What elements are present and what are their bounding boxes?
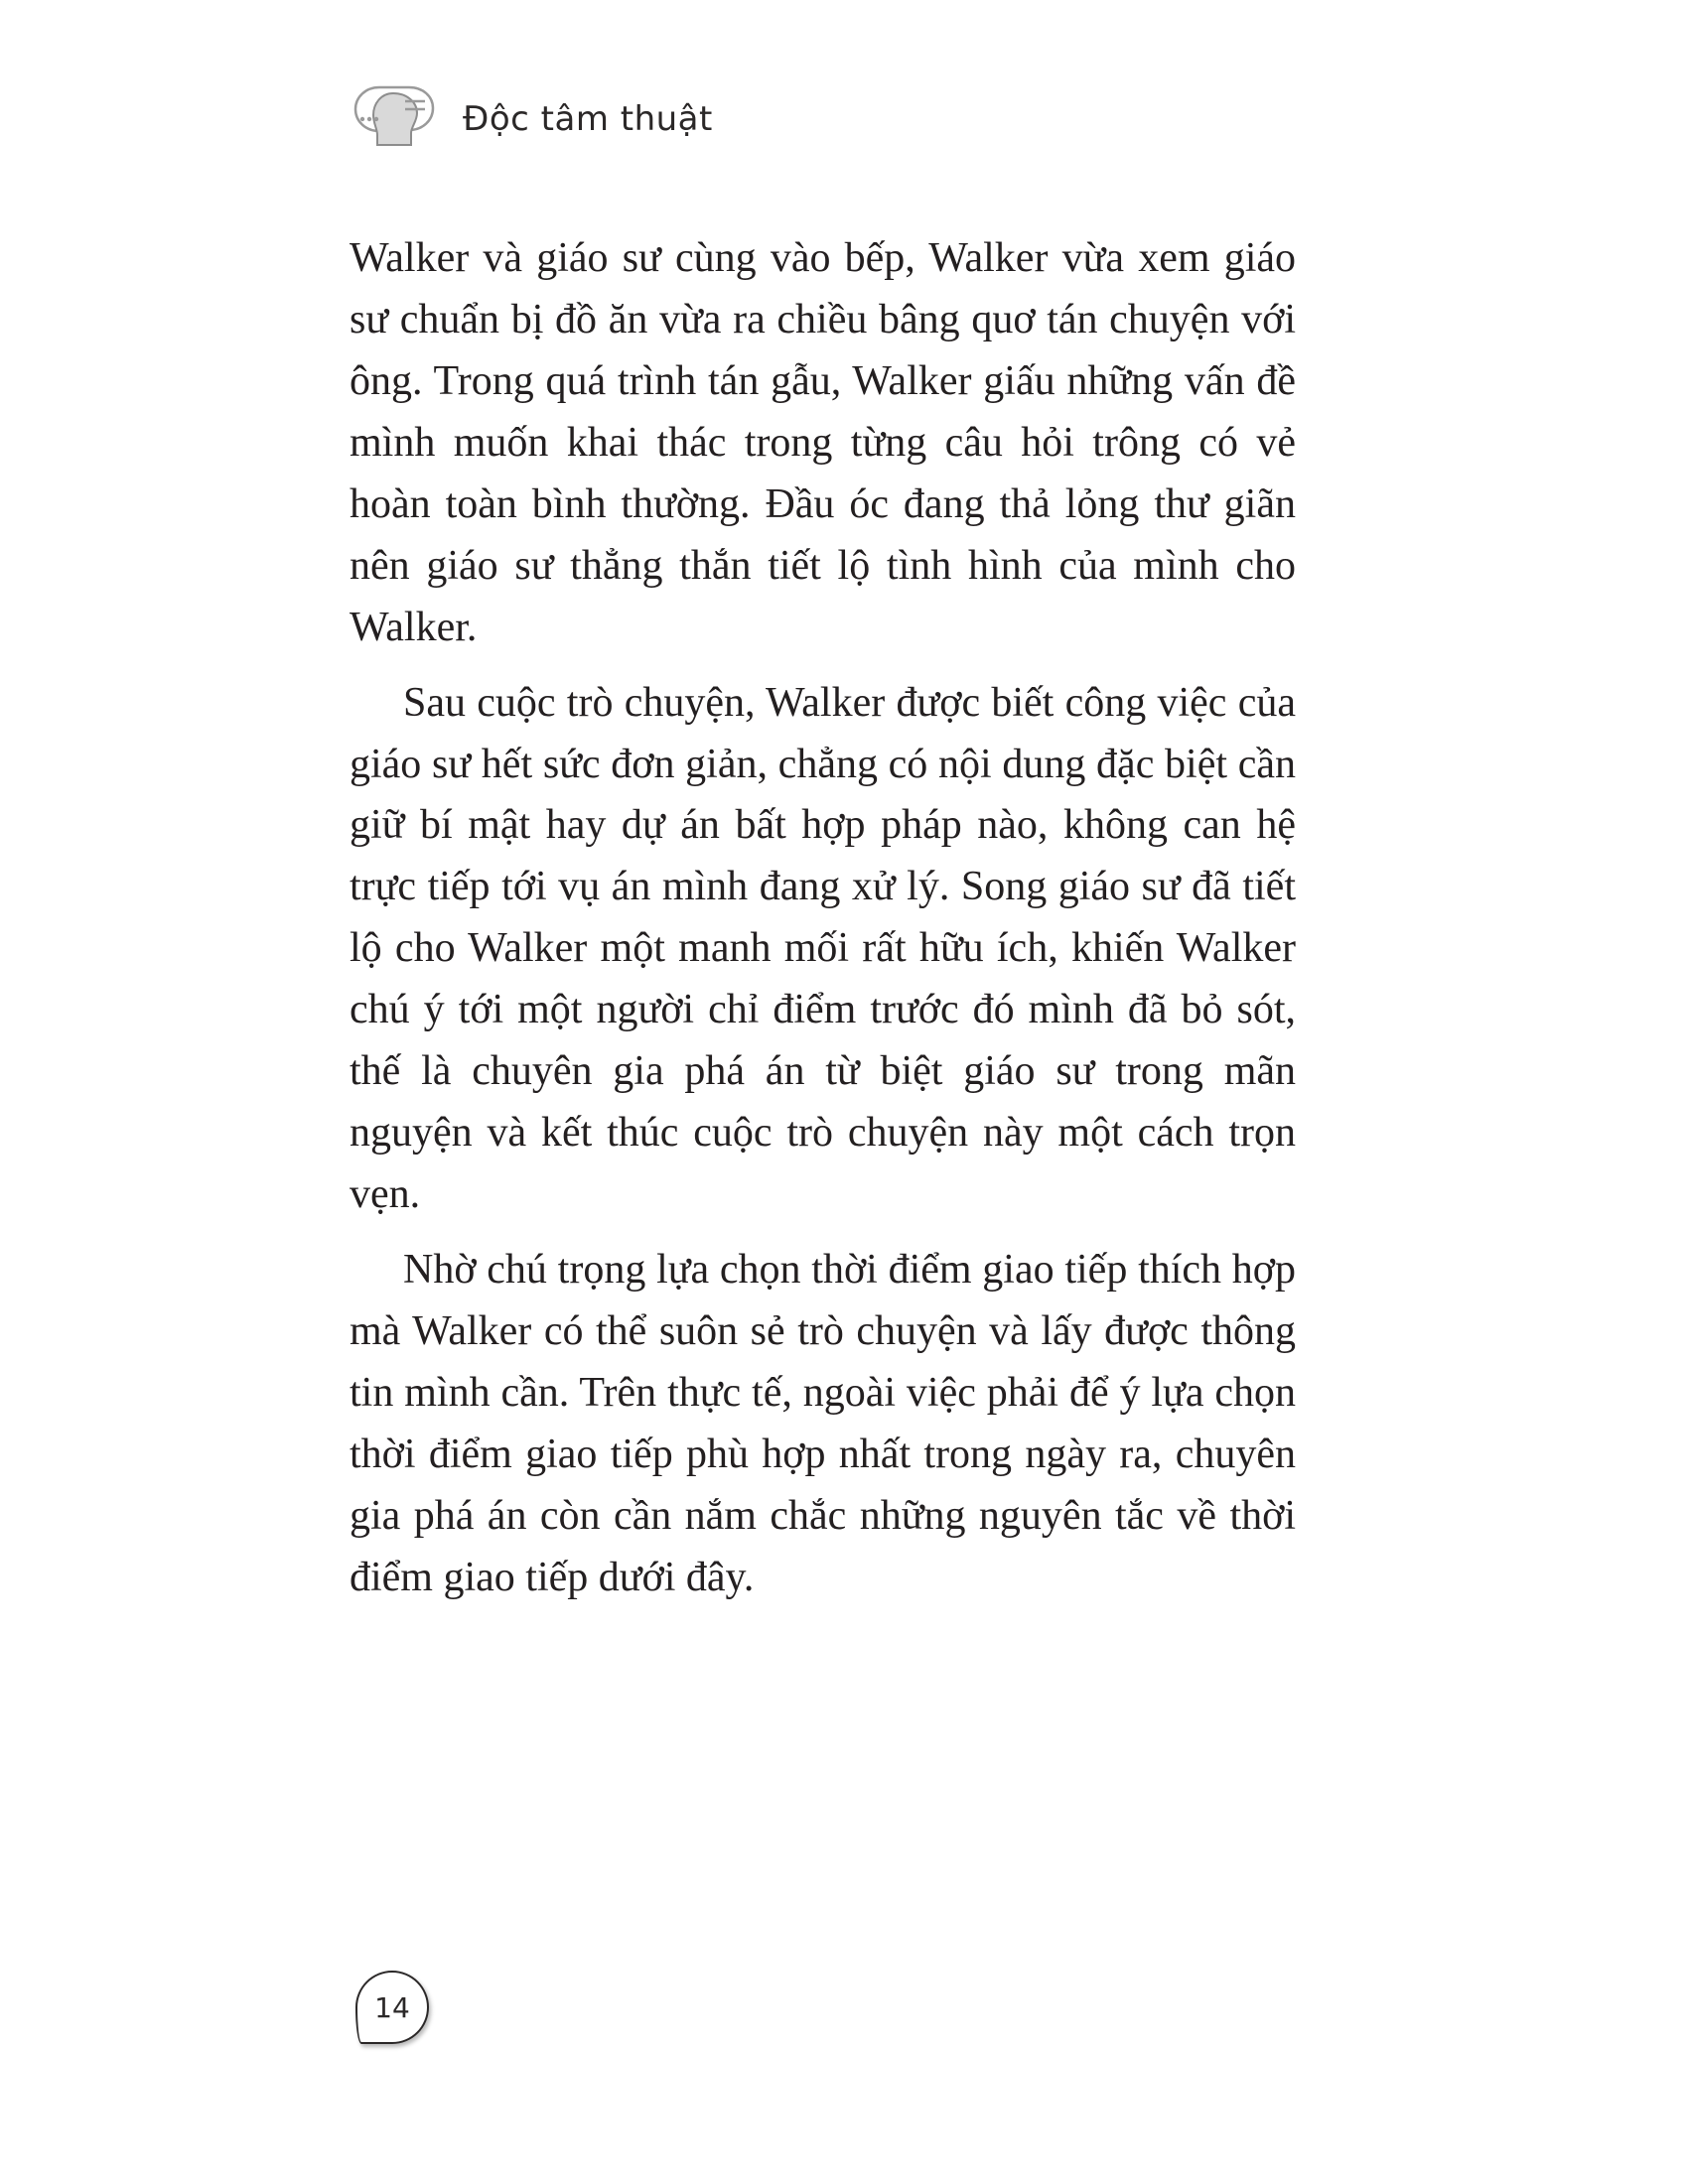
head-speech-bubble-icon [350, 77, 441, 161]
header-title: Độc tâm thuật [463, 99, 713, 139]
page-header [350, 77, 713, 161]
paragraph: Walker và giáo sư cùng vào bếp, Walker vừa xem giáo sư chuẩn bị đồ ăn vừa ra chiều bâng quơ tán chuyện với ông. Trong quá trình tán gẫu, Walker giấu những vấn đề mình muốn khai thác trong từng câu hỏi trông có vẻ hoàn toàn bình thường. Đầu óc đang thả lỏng thư giãn nên giáo sư thẳng thắn tiết lộ tình hình của mình cho Walker. [350, 235, 1296, 650]
page-number-badge [355, 1971, 431, 2046]
page-body [350, 228, 1296, 1623]
paragraph: Sau cuộc trò chuyện, Walker được biết công việc của giáo sư hết sức đơn giản, chẳng có nội dung đặc biệt cần giữ bí mật hay dự án bất hợp pháp nào, không can hệ trực tiếp tới vụ án mình đang xử lý. Song giáo sư đã tiết lộ cho Walker một manh mối rất hữu ích, khiến Walker chú ý tới một người chỉ điểm trước đó mình đã bỏ sót, thế là chuyên gia phá án từ biệt giáo sư trong mãn nguyện và kết thúc cuộc trò chuyện này một cách trọn vẹn. [350, 679, 1296, 1218]
page-number: 14 [374, 1990, 410, 2024]
paragraph: Nhờ chú trọng lựa chọn thời điểm giao tiếp thích hợp mà Walker có thể suôn sẻ trò chuyện và lấy được thông tin mình cần. Trên thực tế, ngoài việc phải để ý lựa chọn thời điểm giao tiếp phù hợp nhất trong ngày ra, chuyên gia phá án còn cần nắm chắc những nguyên tắc về thời điểm giao tiếp dưới đây. [350, 1247, 1296, 1600]
